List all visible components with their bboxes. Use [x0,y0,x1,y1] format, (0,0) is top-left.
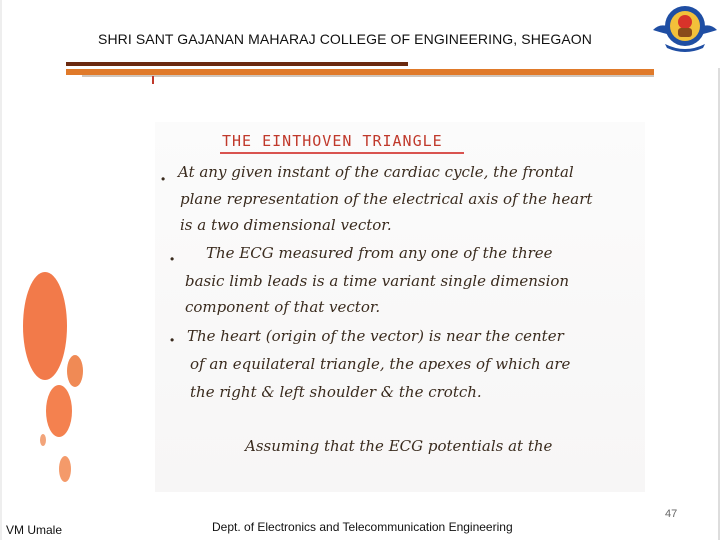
notes-line: of an equilateral triangle, the apexes of which are [190,355,571,373]
notes-line: Assuming that the ECG potentials at the [245,437,553,455]
decorative-circle [67,355,83,387]
notes-line: basic limb leads is a time variant single dimension [185,272,570,290]
notes-line: component of that vector. [185,298,381,316]
decorative-circle [23,272,67,380]
notes-line: The ECG measured from any one of the three [206,244,553,262]
author-name: VM Umale [6,523,63,537]
decorative-circle [59,456,71,482]
bullet-icon: • [161,172,166,186]
department-name: Dept. of Electronics and Telecommunication Engineering [212,520,513,534]
notes-title: THE EINTHOVEN TRIANGLE [222,132,443,150]
decorative-circle [40,434,46,446]
header-rule-dark [66,62,408,66]
notes-line: plane representation of the electrical axis of the heart [180,190,593,208]
notes-title-underline [220,152,464,154]
text-cursor-mark [152,76,154,84]
decorative-circle [46,385,72,437]
notes-line: is a two dimensional vector. [180,216,392,234]
notes-line: the right & left shoulder & the crotch. [190,383,482,401]
notes-line: At any given instant of the cardiac cycle, the frontal [178,163,574,181]
bullet-icon: • [170,333,175,347]
college-name: SHRI SANT GAJANAN MAHARAJ COLLEGE OF ENGINEERING, SHEGAON [98,31,592,47]
college-emblem-icon [651,0,719,56]
notes-line: The heart (origin of the vector) is near the center [187,327,564,345]
page-number: 47 [665,508,678,520]
header-rule-grey [82,75,654,77]
bullet-icon: • [170,252,175,266]
left-border [0,0,2,540]
